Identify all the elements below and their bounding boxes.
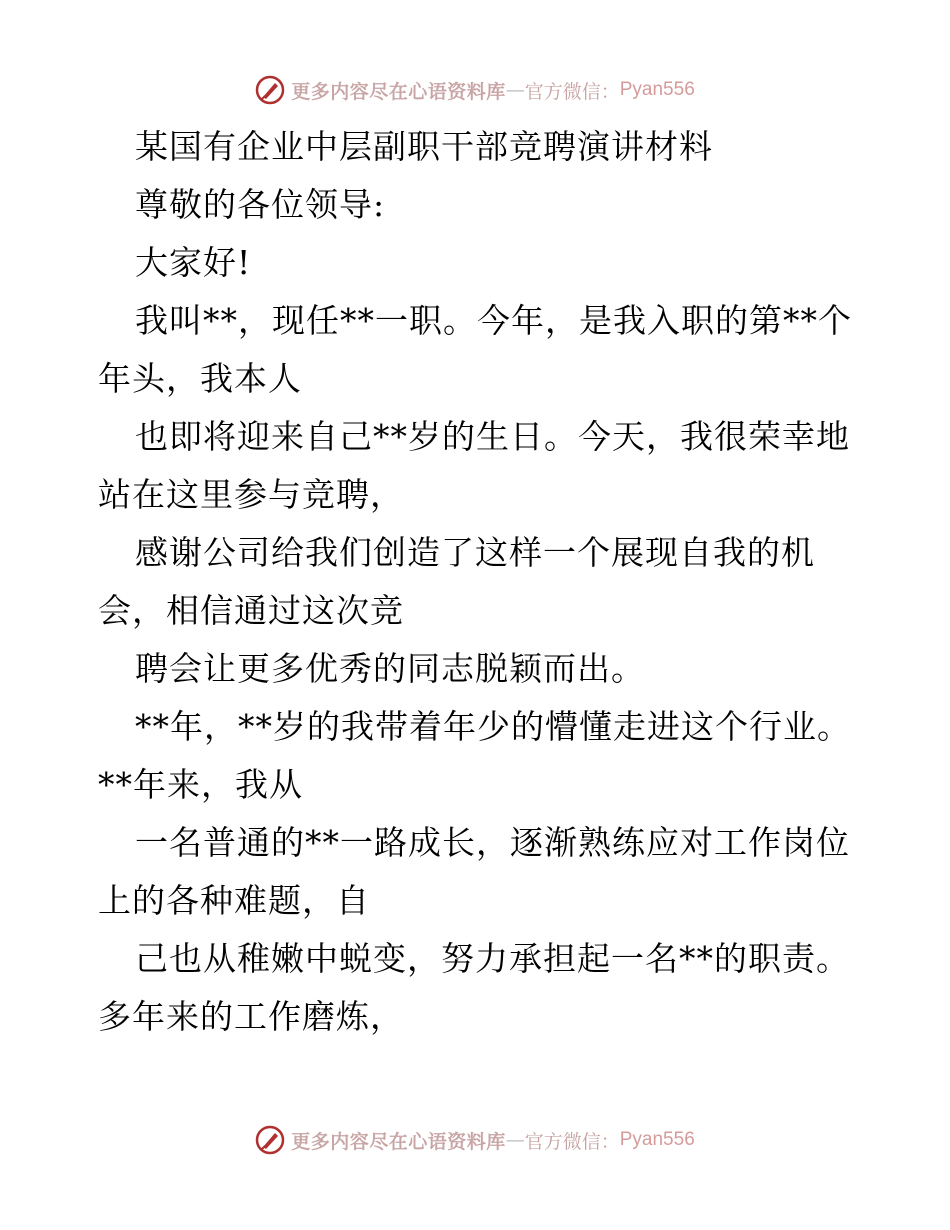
- text-line: 一名普通的**一路成长，逐渐熟练应对工作岗位: [135, 823, 850, 862]
- greeting-line: 尊敬的各位领导:: [135, 185, 386, 224]
- document-title: 某国有企业中层副职干部竞聘演讲材料: [135, 127, 713, 166]
- text-line: **年来，我从: [98, 765, 303, 804]
- text-line: 年头，我本人: [98, 359, 302, 398]
- watermark-wechat-id: Pyan556: [619, 79, 695, 100]
- quill-pen-logo-icon: [255, 1125, 285, 1155]
- text-line: 大家好!: [135, 243, 252, 282]
- header-watermark: [0, 70, 950, 110]
- text-line: 感谢公司给我们创造了这样一个展现自我的机: [135, 533, 815, 572]
- watermark-site-text: 更多内容尽在心语资料库: [291, 1130, 506, 1153]
- text-line: 站在这里参与竞聘，: [98, 475, 404, 514]
- footer-watermark: [0, 1120, 950, 1160]
- text-line: **年，**岁的我带着年少的懵懂走进这个行业。: [135, 707, 851, 746]
- watermark-wechat-label: 官方微信：: [524, 80, 620, 103]
- watermark-wechat-id: Pyan556: [619, 1129, 695, 1150]
- watermark-separator: —: [505, 79, 525, 101]
- text-line: 多年来的工作磨炼，: [98, 997, 404, 1036]
- text-line: 会，相信通过这次竞: [98, 591, 404, 630]
- watermark-separator: —: [505, 1129, 525, 1151]
- text-line: 己也从稚嫩中蜕变，努力承担起一名**的职责。: [135, 939, 850, 978]
- watermark-site-text: 更多内容尽在心语资料库: [291, 80, 506, 103]
- text-line: 我叫**，现任**一职。今年，是我入职的第**个: [135, 301, 852, 340]
- watermark-wechat-label: 官方微信：: [524, 1130, 620, 1153]
- document-body: [98, 118, 858, 1046]
- text-line: 也即将迎来自己**岁的生日。今天，我很荣幸地: [135, 417, 850, 456]
- text-line: 上的各种难题，自: [98, 881, 370, 920]
- quill-pen-logo-icon: [255, 75, 285, 105]
- text-line: 聘会让更多优秀的同志脱颖而出。: [135, 649, 645, 688]
